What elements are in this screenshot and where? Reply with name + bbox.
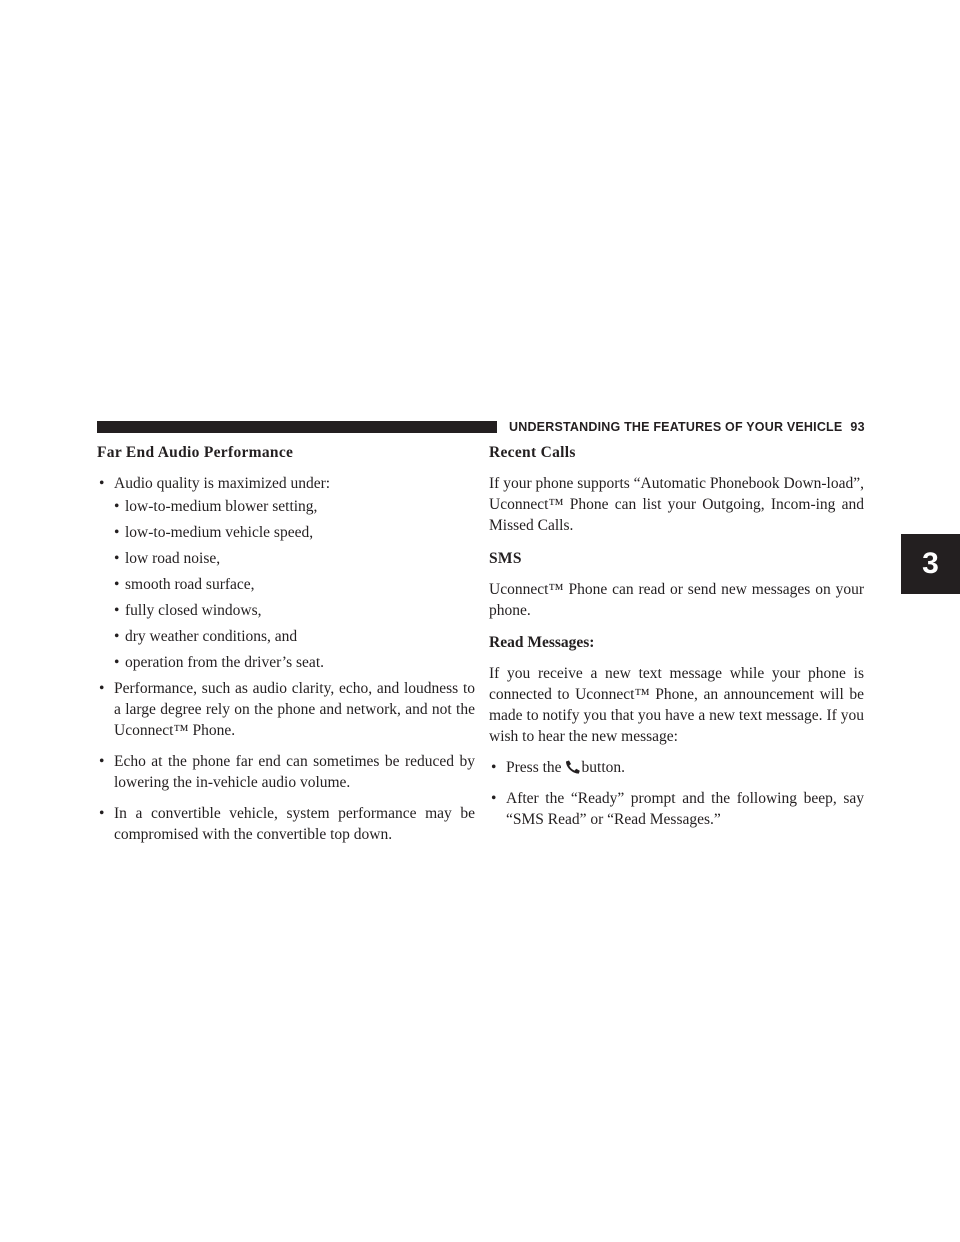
list-item: • smooth road surface,: [114, 574, 475, 595]
step-text: Press the: [506, 759, 562, 776]
right-column: [489, 442, 864, 830]
bullet-audio-quality: [97, 473, 475, 673]
list-item: • low road noise,: [114, 548, 475, 569]
list-item: • low-to-medium blower setting,: [114, 496, 475, 517]
bullet-text: Audio quality is maximized under:: [114, 475, 331, 492]
far-end-heading: Far End Audio Performance: [97, 444, 294, 461]
sms-heading: SMS: [489, 550, 522, 567]
step-press-button: [489, 757, 864, 778]
step-text: button.: [581, 759, 626, 776]
chapter-tab: 3: [901, 534, 960, 594]
bullet-performance: • Performance, such as audio clarity, echo, and loudness to a large degree rely on the phone and network, and not the Uconnect™ Phone.: [97, 678, 475, 741]
sms-text: Uconnect™ Phone can read or send new messages on your phone.: [489, 581, 864, 619]
phone-icon: [564, 760, 581, 774]
list-item: • operation from the driver’s seat.: [114, 652, 475, 673]
list-item: • dry weather conditions, and: [114, 626, 475, 647]
bullet-convertible: • In a convertible vehicle, system performance may be compromised with the convertible top down.: [97, 803, 475, 845]
read-steps: [489, 757, 864, 830]
step-say-command: • After the “Ready” prompt and the following beep, say “SMS Read” or “Read Messages.”: [489, 788, 864, 830]
audio-bullets: [97, 473, 475, 845]
list-item: • fully closed windows,: [114, 600, 475, 621]
bullet-echo: • Echo at the phone far end can sometimes be reduced by lowering the in-vehicle audio volume.: [97, 751, 475, 793]
recent-calls-heading: Recent Calls: [489, 444, 576, 461]
section-title: UNDERSTANDING THE FEATURES OF YOUR VEHICLE: [509, 420, 843, 434]
list-item: • low-to-medium vehicle speed,: [114, 522, 475, 543]
header-rule: [97, 421, 497, 433]
running-header: [509, 419, 864, 435]
recent-calls-text: If your phone supports “Automatic Phonebook Down-load”, Uconnect™ Phone can list your Outgoing, Incom-ing and Missed Calls.: [489, 475, 864, 534]
left-column: [97, 442, 475, 845]
read-messages-text: If you receive a new text message while your phone is connected to Uconnect™ Phone, an announcement will be made to notify you that you have a new text message. If you wish to hear the new message:: [489, 665, 864, 745]
conditions-list: [114, 496, 475, 673]
read-messages-heading: Read Messages:: [489, 634, 595, 651]
page-number: 93: [850, 420, 865, 434]
